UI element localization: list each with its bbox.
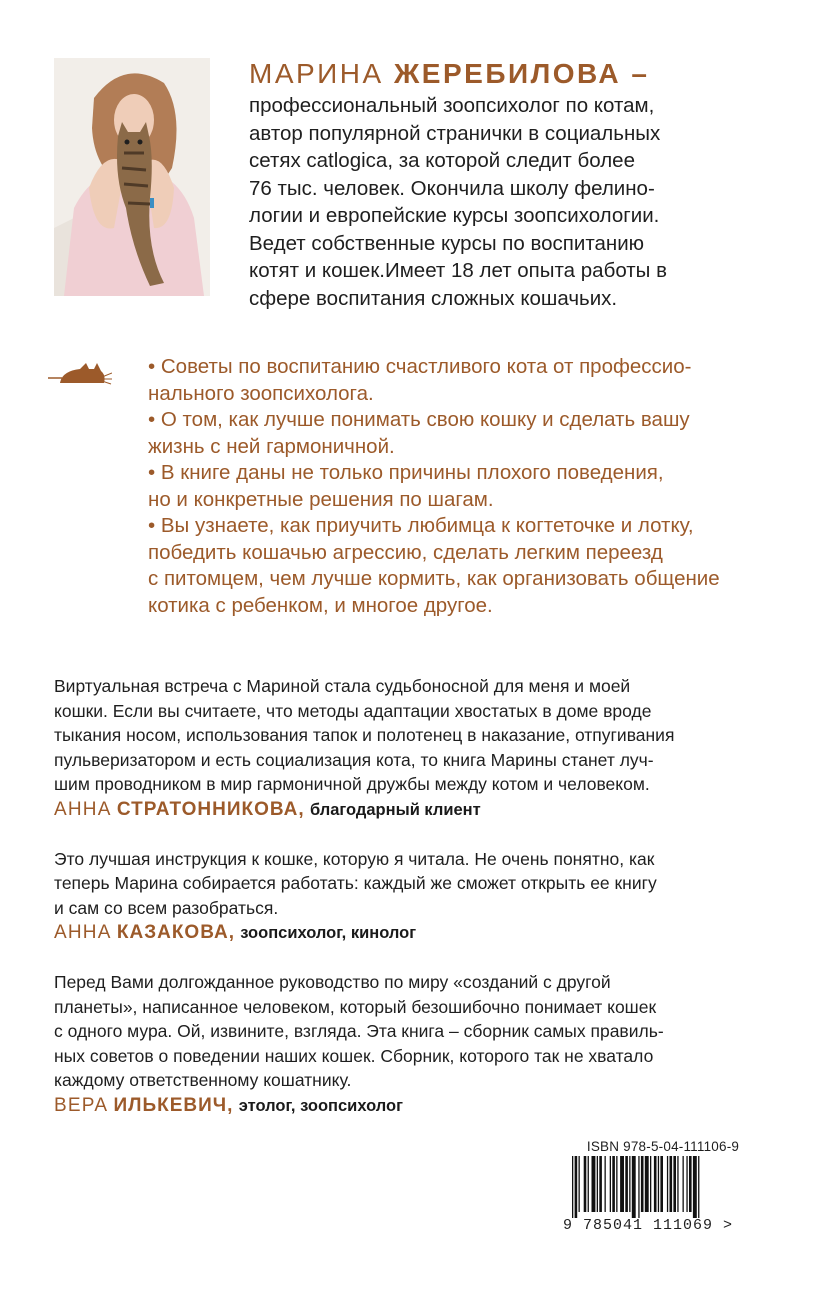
reviewer-first-name: АННА [54, 922, 112, 943]
reviewer-last-name: ИЛЬКЕВИЧ, [113, 1094, 234, 1116]
review-line: планеты», написанное человеком, который безошибочно понимает кошек [54, 996, 657, 1017]
author-bio-line: логии и европейские курсы зоопсихологии. [249, 204, 660, 227]
bullet-line: нального зоопсихолога. [148, 381, 374, 405]
barcode-bar [579, 1156, 580, 1212]
barcode-bar [683, 1156, 684, 1212]
review-signature [54, 1093, 774, 1119]
author-last-name: ЖЕРЕБИЛОВА – [393, 58, 650, 89]
barcode-bar [641, 1156, 644, 1212]
review-line: Это лучшая инструкция к кошке, которую я читала. Не очень понятно, как [54, 848, 655, 869]
review-line: каждому ответственному кошатнику. [54, 1070, 352, 1090]
review [54, 674, 774, 823]
author-bio-line: котят и кошек.Имеет 18 лет опыта работы в [249, 259, 667, 282]
author-photo-image [54, 58, 210, 296]
barcode-bar [572, 1156, 573, 1218]
barcode-bar [625, 1156, 628, 1212]
review [54, 847, 774, 947]
barcode-bar [686, 1156, 687, 1212]
reviewer-role: этолог, зоопсихолог [238, 1096, 403, 1115]
reviews [54, 674, 774, 1143]
barcode-bar [660, 1156, 663, 1212]
author-photo [54, 58, 210, 296]
barcode-bar [616, 1156, 617, 1212]
author-first-name: МАРИНА [249, 58, 384, 89]
bullet-line: но и конкретные решения по шагам. [148, 487, 494, 511]
isbn-text: ISBN 978-5-04-111106-9 [586, 1139, 740, 1154]
author-name [249, 56, 769, 92]
barcode-bar [620, 1156, 624, 1212]
feature-bullets [148, 354, 788, 619]
barcode-bar [658, 1156, 659, 1212]
isbn-barcode [563, 1139, 763, 1237]
barcode-bar [610, 1156, 611, 1212]
bullet-line: • Вы узнаете, как приучить любимца к когтеточке и лотку, [148, 514, 694, 537]
barcode-bar [650, 1156, 651, 1212]
barcode-bar [654, 1156, 657, 1212]
barcode-bar [575, 1156, 578, 1218]
barcode-bar [673, 1156, 676, 1212]
author-bio [249, 92, 769, 312]
bullet-line: победить кошачью агрессию, сделать легким переезд [148, 540, 663, 564]
review-line: с одного мура. Ой, извините, взгляда. Эта книга – сборник самых правиль- [54, 1021, 664, 1041]
author-bio-line: сфере воспитания сложных кошачьих. [249, 286, 618, 310]
barcode-bars [568, 1156, 758, 1218]
review-line: пульверизатором и есть социализация кота, то книга Марины станет луч- [54, 749, 654, 770]
author-bio-line: сетях catlogica, за которой следит более [249, 149, 635, 172]
review-line: и сам со всем разобраться. [54, 897, 279, 918]
reviewer-first-name: ВЕРА [54, 1094, 109, 1116]
bullet-line: • Советы по воспитанию счастливого кота от профессио- [148, 355, 692, 378]
author-bio-line: автор популярной странички в социальных [249, 121, 661, 145]
barcode-bar [698, 1156, 699, 1218]
reviewer-last-name: КАЗАКОВА, [116, 922, 235, 943]
barcode-bar [588, 1156, 589, 1212]
review-signature [54, 920, 774, 946]
review-line: теперь Марина собирается работать: каждый же сможет открыть ее книгу [54, 873, 657, 893]
bullet-line: с питомцем, чем лучше кормить, как организовать общение [148, 567, 720, 590]
barcode-bar [689, 1156, 692, 1212]
barcode-bar [632, 1156, 636, 1218]
barcode-bar [638, 1156, 639, 1218]
review-line: шим проводником в мир гармоничной дружбы между котом и человеком. [54, 774, 650, 794]
barcode-bar [597, 1156, 598, 1212]
review-line: Виртуальная встреча с Мариной стала судьбоносной для меня и моей [54, 676, 631, 696]
barcode-bar [677, 1156, 678, 1212]
reviewer-role: зоопсихолог, кинолог [240, 924, 417, 942]
cat-silhouette-icon [46, 359, 112, 385]
barcode-bar [592, 1156, 596, 1212]
review-line: Перед Вами долгожданное руководство по миру «созданий с другой [54, 972, 611, 992]
review-signature [54, 797, 774, 823]
barcode-bar [645, 1156, 649, 1212]
barcode-bar [584, 1156, 587, 1212]
bullet-line: жизнь с ней гармоничной. [148, 434, 395, 458]
author-bio-line: 76 тыс. человек. Окончила школу фелино- [249, 176, 655, 200]
barcode-bar [667, 1156, 668, 1212]
reviewer-last-name: СТРАТОННИКОВА, [116, 798, 305, 820]
review-line: тыкания носом, использования тапок и полотенец в наказание, отпугивания [54, 725, 675, 745]
barcode-bar [693, 1156, 697, 1218]
barcode-bar [612, 1156, 615, 1212]
bullet-line: котика с ребенком, и многое другое. [148, 593, 493, 617]
author-block [249, 56, 769, 312]
author-bio-line: профессиональный зоопсихолог по котам, [249, 94, 655, 117]
reviewer-first-name: АННА [54, 798, 112, 820]
barcode-bar [599, 1156, 602, 1212]
author-bio-line: Ведет собственные курсы по воспитанию [249, 231, 645, 255]
bullet-line: • В книге даны не только причины плохого поведения, [148, 461, 664, 484]
reviewer-role: благодарный клиент [309, 800, 481, 819]
review-line: кошки. Если вы считаете, что методы адаптации хвостатых в доме вроде [54, 700, 652, 721]
barcode-bar [629, 1156, 630, 1212]
bullet-line: • О том, как лучше понимать свою кошку и сделать вашу [148, 408, 690, 431]
barcode-bar [605, 1156, 606, 1212]
barcode-bar [670, 1156, 673, 1212]
review-line: ных советов о поведении наших кошек. Сборник, которого так не хватало [54, 1045, 654, 1066]
barcode-digits: 9 785041 111069 > [563, 1217, 734, 1234]
review [54, 970, 774, 1119]
